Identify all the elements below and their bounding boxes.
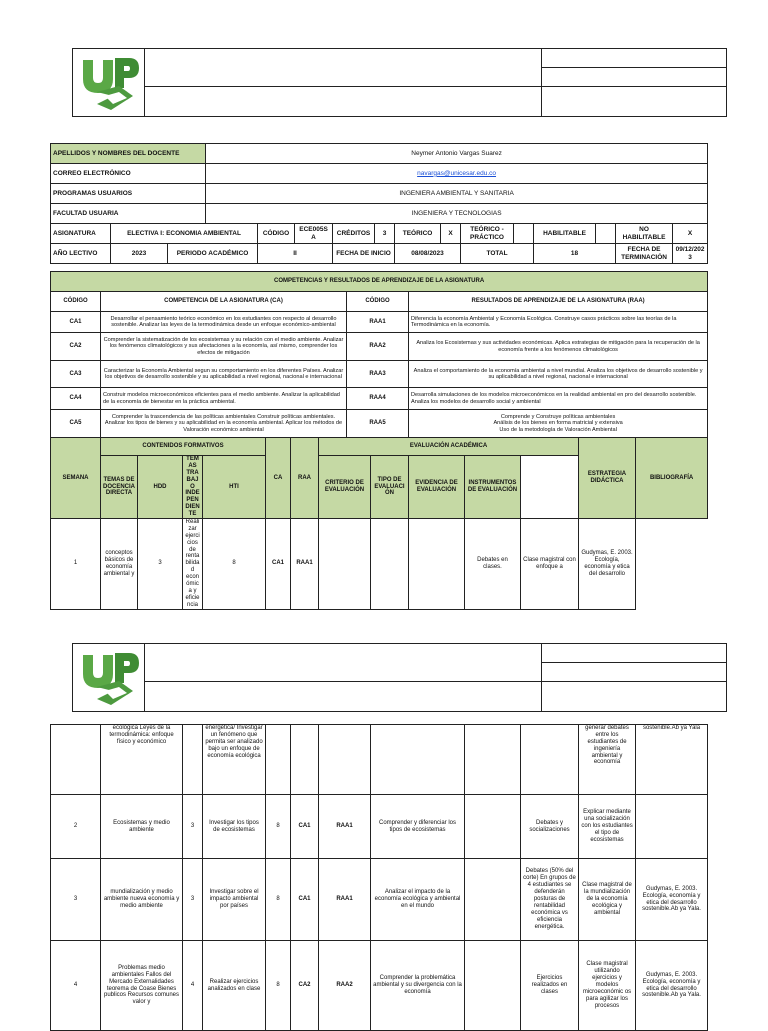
- theory-value: X: [441, 224, 461, 244]
- hdd-value: 3: [183, 859, 203, 941]
- raa-value: RAA1: [291, 519, 319, 610]
- teacher-name: Neymer Antonio Vargas Suarez: [206, 144, 708, 164]
- ca-code: CA4: [51, 388, 101, 410]
- year-value: 2023: [111, 244, 168, 264]
- credits-label: CRÉDITOS: [333, 224, 375, 244]
- raa-text: Desarrolla simulaciones de los modelos microeconómicos en la realidad ambiental en pro del desarrollo sostenible. Analiza los modelos de desarrollo social y ambiental: [409, 388, 708, 410]
- criteria-value: Comprender la problemática ambiental y su divergencia con la economía: [371, 941, 465, 1031]
- week-number: 4: [51, 941, 101, 1031]
- raa-value: RAA2: [319, 941, 371, 1031]
- faculty-label: FACULTAD USUARIA: [51, 204, 206, 224]
- hdd-value: 4: [183, 941, 203, 1031]
- code-value: ECE005S A: [295, 224, 333, 244]
- strategy-header: ESTRATEGIA DIDÁCTICA: [579, 438, 636, 519]
- raa-code: RAA3: [347, 361, 409, 388]
- independent-topic: Investigar sobre el impacto ambiental por países: [203, 859, 266, 941]
- ca-value: CA1: [266, 519, 291, 610]
- strategy-value: Clase magistral utilizando ejercicios y modelos microeconómic os para agilizar los procesos: [579, 941, 636, 1031]
- raa-value: [319, 725, 371, 795]
- subject-label: ASIGNATURA: [51, 224, 111, 244]
- total-value: 18: [534, 244, 616, 264]
- header-meta-cell-1: [542, 644, 727, 663]
- period-value: II: [258, 244, 333, 264]
- instrument-value: Debates y socializaciones: [521, 795, 579, 859]
- header-meta-cell-1: [542, 49, 727, 68]
- schedule-table: [50, 724, 708, 1031]
- ca-code: CA1: [51, 312, 101, 333]
- ca-value: CA1: [291, 795, 319, 859]
- raa-code: RAA5: [347, 410, 409, 438]
- instruments-header: INSTRUMENTOS DE EVALUACIÓN: [465, 456, 521, 519]
- page-header-1: [72, 48, 727, 117]
- instrument-value: Debates (50% del corte) En grupos de 4 estudiantes se defenderán posturas de rentabilidad económica vs eficiencia energética.: [521, 859, 579, 941]
- ca-text: Construir modelos microeconómicos eficientes para el medio ambiente. Analizar la aplicabilidad de la economía de bienestar en la práctica ambiental.: [101, 388, 347, 410]
- bibliography-value: sostenible.Ab ya Yala: [636, 725, 708, 795]
- raa-text: Analiza los Ecosistemas y sus actividades económicas. Aplica estrategias de mitigación para la recuperación de la economía frente a los fenómenos climatológicos: [409, 333, 708, 361]
- header-meta-cell-3: [542, 87, 727, 117]
- instrument-value: Debates en clases.: [465, 519, 521, 610]
- email-label: CORREO ELECTRÓNICO: [51, 164, 206, 184]
- strategy-value: Explicar mediante una socialización con los estudiantes el tipo de ecosistemas: [579, 795, 636, 859]
- raa-text: Comprende y Construye políticas ambientales Análisis de los bienes en forma matricial y extensiva Uso de la metodología de Valoración Ambiental: [409, 410, 708, 438]
- bibliography-header: BIBLIOGRAFÍA: [636, 438, 708, 519]
- evidence-header: EVIDENCIA DE EVALUACIÓN: [409, 456, 465, 519]
- theory-practice-label: TEÓRICO - PRÁCTICO: [461, 224, 514, 244]
- criteria-header: CRITERIO DE EVALUACIÓN: [319, 456, 371, 519]
- header-subtitle-cell: [145, 87, 542, 117]
- ca-value: [291, 725, 319, 795]
- theory-practice-value: [514, 224, 534, 244]
- eval-type-header: TIPO DE EVALUACIÓN: [371, 456, 409, 519]
- hdd-value: [183, 725, 203, 795]
- instrument-value: Ejercicios realizados en clases: [521, 941, 579, 1031]
- university-logo: [75, 52, 145, 114]
- ca-code-header: CÓDIGO: [51, 292, 101, 312]
- ca-text: Comprender la trascendencia de las políticas ambientales Construir políticas ambientales. Analizar los tipos de bienes y su aplicabilidad en la economía ambiental. Aplicar los métodos de Valoración económico ambiental: [101, 410, 347, 438]
- strategy-value: Clase magistral de la mundialización de la economía ecológica y ambiental: [579, 859, 636, 941]
- hti-header: HTI: [203, 456, 266, 519]
- strategy-value: generar debates entre los estudiantes de ingeniería ambiental y economía: [579, 725, 636, 795]
- header-title-cell: [145, 49, 542, 87]
- week-number: 2: [51, 795, 101, 859]
- ca-code: CA2: [51, 333, 101, 361]
- theory-label: TEÓRICO: [395, 224, 441, 244]
- period-label: PERIODO ACADÉMICO: [168, 244, 258, 264]
- raa-col-header: RAA: [291, 438, 319, 519]
- direct-topics-header: TEMAS DE DOCENCIA DIRECTA: [101, 456, 138, 519]
- week-number: 3: [51, 859, 101, 941]
- page-header-2: [72, 643, 727, 712]
- hdd-header: HDD: [138, 456, 183, 519]
- total-label: TOTAL: [461, 244, 534, 264]
- hdd-value: 3: [138, 519, 183, 610]
- competencies-table: [50, 271, 708, 610]
- eval-type-value: [465, 795, 521, 859]
- contents-header: CONTENIDOS FORMATIVOS: [101, 438, 266, 456]
- criteria-value: Analizar el impacto de la economía ecológica y ambiental en el mundo: [371, 859, 465, 941]
- raa-code-header: CÓDIGO: [347, 292, 409, 312]
- hti-value: 8: [203, 519, 266, 610]
- direct-topic: mundialización y medio ambiente nueva economía y medio ambiente: [101, 859, 183, 941]
- independent-topic: Investigar los tipos de ecosistemas: [203, 795, 266, 859]
- raa-value: RAA1: [319, 859, 371, 941]
- raa-code: RAA2: [347, 333, 409, 361]
- ca-code: CA3: [51, 361, 101, 388]
- independent-topics-header: TEMAS TRABAJO INDEPENDIENTE: [183, 456, 203, 519]
- upc-logo-icon: [75, 647, 145, 709]
- university-logo: [75, 647, 145, 709]
- independent-topic: Realizar ejercicios de rentabilidad económica y eficiencia: [183, 519, 203, 610]
- course-info-table: [50, 143, 708, 264]
- evidence-value: [521, 725, 579, 795]
- start-date-label: FECHA DE INICIO: [333, 244, 395, 264]
- habilitable-value: [596, 224, 616, 244]
- strategy-value: Clase magistral con enfoque a: [521, 519, 579, 610]
- ca-text: Desarrollar el pensamiento teórico económico en los estudiantes con respecto al desarrollo sostenible. Analizar las leyes de la termodinámica desde un enfoque económico-ambiental: [101, 312, 347, 333]
- raa-text: Diferencia la economía Ambiental y Economía Ecológica. Construye casos prácticos sobre las teorías de la Termodinámica en la economía.: [409, 312, 708, 333]
- hti-value: 8: [266, 941, 291, 1031]
- programs-value: INGENIERA AMBIENTAL Y SANITARIA: [206, 184, 708, 204]
- eval-type-value: [465, 941, 521, 1031]
- ca-col-header: CA: [266, 438, 291, 519]
- programs-label: PROGRAMAS USUARIOS: [51, 184, 206, 204]
- direct-topic: Ecosistemas y medio ambiente: [101, 795, 183, 859]
- header-subtitle-cell: [145, 682, 542, 712]
- hdd-value: 3: [183, 795, 203, 859]
- ca-text: Caracterizar la Economía Ambiental segun su comportamiento en los diferentes Países. Analizar los objetivos de desarrollo sostenible y su aplicabilidad a nivel regional, nacional e internacional: [101, 361, 347, 388]
- header-meta-cell-2: [542, 663, 727, 682]
- habilitable-label: HABILITABLE: [534, 224, 596, 244]
- header-meta-cell-3: [542, 682, 727, 712]
- logo-cell: [73, 49, 145, 117]
- end-date-label: FECHA DE TERMINACIÓN: [616, 244, 673, 264]
- eval-type-value: [465, 859, 521, 941]
- raa-code: RAA1: [347, 312, 409, 333]
- week-header: SEMANA: [51, 438, 101, 519]
- evidence-value: [409, 519, 465, 610]
- week-number: [51, 725, 101, 795]
- faculty-value: INGENIERA Y TECNOLOGIAS: [206, 204, 708, 224]
- teacher-name-label: APELLIDOS Y NOMBRES DEL DOCENTE: [51, 144, 206, 164]
- ca-value: CA1: [291, 859, 319, 941]
- upc-logo-icon: [75, 52, 145, 114]
- ca-value: CA2: [291, 941, 319, 1031]
- competencies-title: COMPETENCIAS Y RESULTADOS DE APRENDIZAJE DE LA ASIGNATURA: [51, 272, 708, 292]
- direct-topic: ecológica Leyes de la termodinámica: enfoque físico y económico: [101, 725, 183, 795]
- hti-value: 8: [266, 795, 291, 859]
- raa-header: RESULTADOS DE APRENDIZAJE DE LA ASIGNATURA (RAA): [409, 292, 708, 312]
- independent-topic: energética/ Investigar un fenómeno que permita ser analizado bajo un enfoque de economía ecológica: [203, 725, 266, 795]
- raa-text: Analiza el comportamiento de la economía ambiental a nivel mundial. Analiza los objetivos de desarrollo sostenible y su aplicabilidad a nivel regional, nacional e internacional: [409, 361, 708, 388]
- header-title-cell: [145, 644, 542, 682]
- hti-value: [266, 725, 291, 795]
- raa-value: RAA1: [319, 795, 371, 859]
- week-number: 1: [51, 519, 101, 610]
- no-habilitable-value: X: [673, 224, 708, 244]
- credits-value: 3: [375, 224, 395, 244]
- code-label: CÓDIGO: [258, 224, 295, 244]
- eval-type-value: [371, 519, 409, 610]
- evaluation-header: EVALUACIÓN ACADÉMICA: [319, 438, 579, 456]
- independent-topic: Realizar ejercicios analizados en clase: [203, 941, 266, 1031]
- logo-cell: [73, 644, 145, 712]
- ca-text: Comprender la sistematización de los ecosistemas y su relación con el medio ambiente. Analizar los fenómenos climatológicos y sus afectaciones a la economía, así mismo, comprender los efectos de mitigación: [101, 333, 347, 361]
- direct-topic: conceptos básicos de economía ambiental y: [101, 519, 138, 610]
- ca-code: CA5: [51, 410, 101, 438]
- subject-value: ELECTIVA I: ECONOMIA AMBIENTAL: [111, 224, 258, 244]
- end-date-value: 09/12/2023: [673, 244, 708, 264]
- header-meta-cell-2: [542, 68, 727, 87]
- no-habilitable-label: NO HABILITABLE: [616, 224, 673, 244]
- hti-value: 8: [266, 859, 291, 941]
- teacher-email-link[interactable]: navargas@unicesar.edu.co: [417, 169, 497, 177]
- start-date-value: 08/08/2023: [395, 244, 461, 264]
- raa-code: RAA4: [347, 388, 409, 410]
- criteria-value: [371, 725, 465, 795]
- criteria-value: [319, 519, 371, 610]
- direct-topic: Problemas medio ambientales Fallos del Mercado Externalidades teorema de Coase Bienes publicos Recursos comunes valor y: [101, 941, 183, 1031]
- bibliography-value: Gudymas, E. 2003. Ecología, economía y etica del desarrollo sostenible.Ab ya Yala.: [636, 859, 708, 941]
- bibliography-value: [636, 795, 708, 859]
- bibliography-value: Gudymas, E. 2003. Ecología, economía y etica del desarrollo sostenible.Ab ya Yala.: [636, 941, 708, 1031]
- year-label: AÑO LECTIVO: [51, 244, 111, 264]
- bibliography-value: Gudymas, E. 2003. Ecología, economía y etica del desarrollo: [579, 519, 636, 610]
- eval-type-value: [465, 725, 521, 795]
- criteria-value: Comprender y diferenciar los tipos de ecosistemas: [371, 795, 465, 859]
- ca-header: COMPETENCIA DE LA ASIGNATURA (CA): [101, 292, 347, 312]
